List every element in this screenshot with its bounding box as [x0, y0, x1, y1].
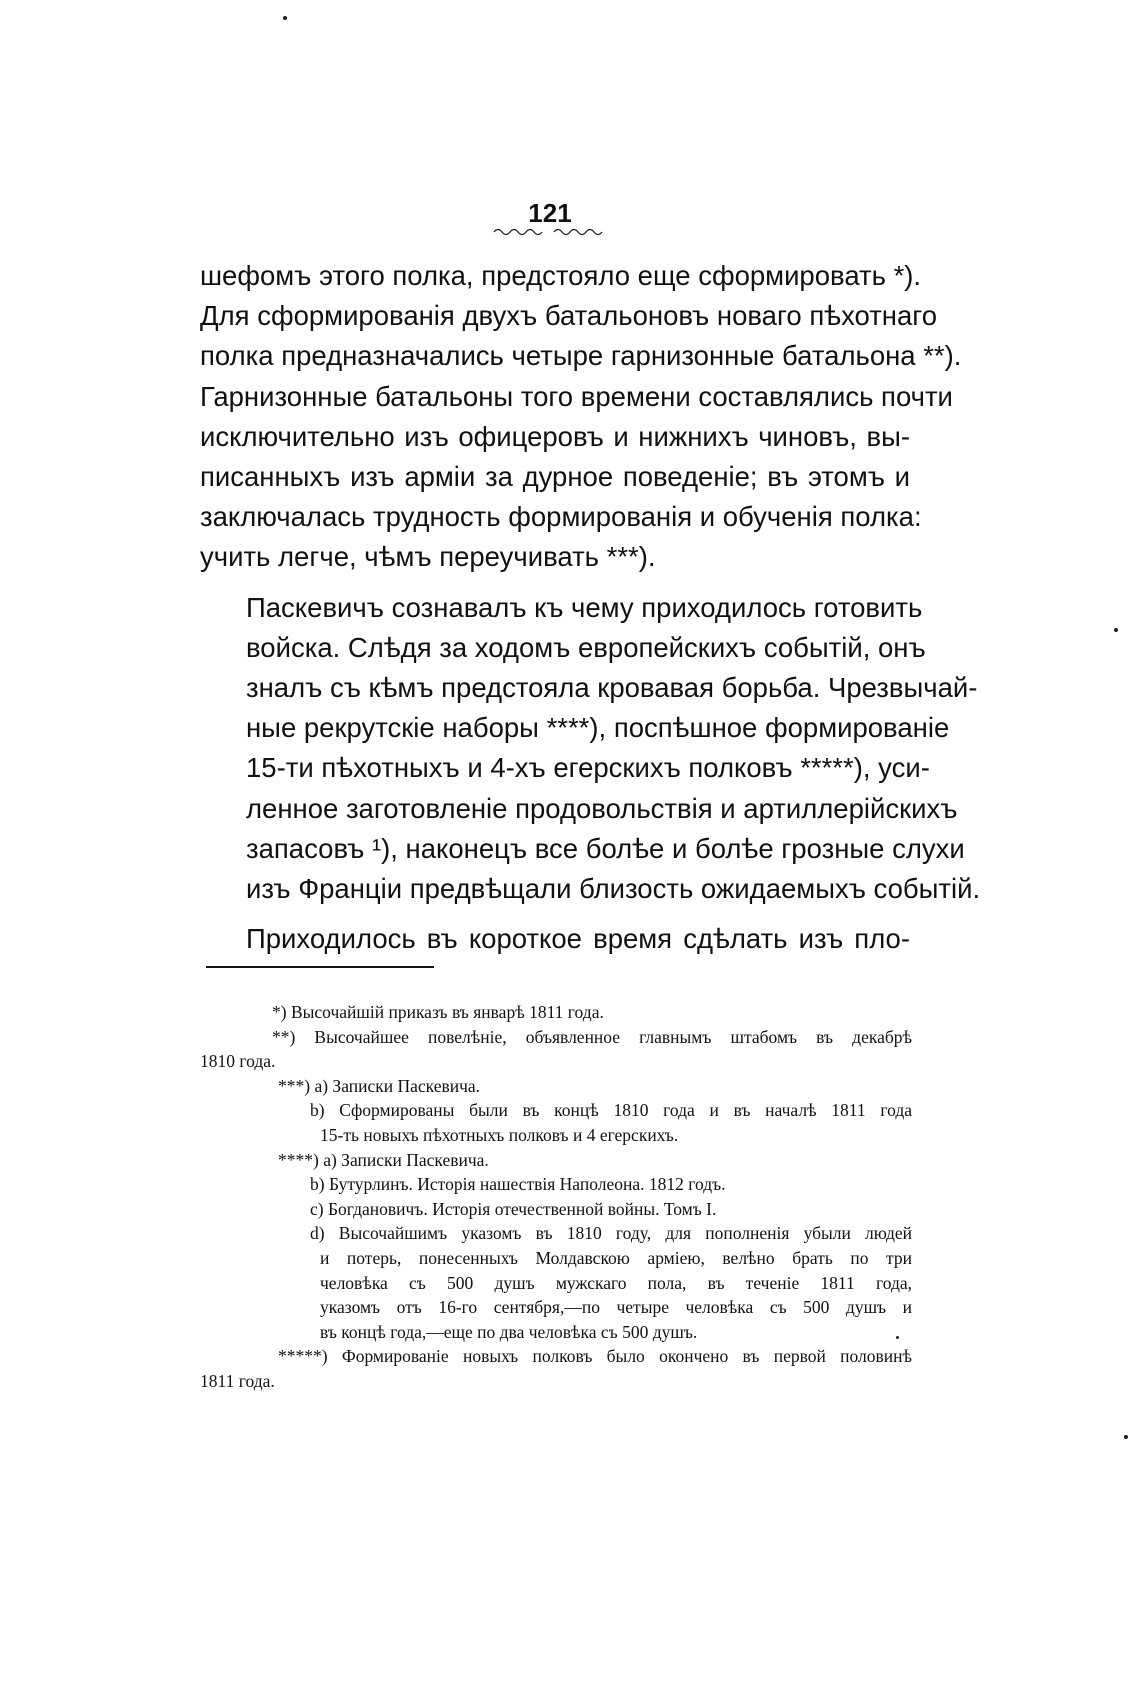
text-line: ленное заготовленіе продовольствія и артиллерійскихъ [246, 792, 958, 824]
text-line: писанныхъ изъ арміи за дурное поведеніе; въ этомъ и [200, 461, 910, 493]
text-line: Для сформированія двухъ батальоновъ новаго пѣхотнаго [200, 300, 937, 332]
footnote-line: c) Богдановичъ. Исторія отечественной войны. Томъ I. [310, 1198, 717, 1219]
footnote-line: **) Высочайшее повелѣніе, объявленное главнымъ штабомъ въ декабрѣ [272, 1026, 912, 1047]
footnote-line: *****) Формированіе новыхъ полковъ было окончено въ первой половинѣ [278, 1346, 912, 1367]
footnote-line: ****) a) Записки Паскевича. [278, 1149, 489, 1170]
footnote-line: 1810 года. [200, 1051, 276, 1072]
text-line: Паскевичъ сознавалъ къ чему приходилось готовить [246, 591, 923, 623]
footnote-line: b) Сформированы были въ концѣ 1810 года и въ началѣ 1811 года [310, 1100, 912, 1121]
paragraph-3 [200, 919, 910, 959]
paragraph-1 [200, 256, 962, 578]
footnote-line: и потерь, понесенныхъ Молдавскою арміею, велѣно брать по три [320, 1247, 912, 1268]
text-line: Гарнизонные батальоны того времени составлялись почти [200, 380, 953, 412]
footnote-line: 15-ть новыхъ пѣхотныхъ полковъ и 4 егерскихъ. [320, 1124, 679, 1145]
footnote-line: ***) a) Записки Паскевича. [278, 1075, 481, 1096]
footnote-separator [206, 966, 434, 968]
text-line: запасовъ ¹), наконецъ все болѣе и болѣе грозные слухи [246, 832, 965, 864]
text-line: 15-ти пѣхотныхъ и 4-хъ егерскихъ полковъ *****), уси- [246, 752, 930, 784]
print-speck [283, 16, 287, 20]
paragraph-2 [200, 588, 981, 910]
text-line: войска. Слѣдя за ходомъ европейскихъ событій, онъ [246, 631, 926, 663]
footnotes [200, 1000, 912, 1394]
print-speck [1124, 1435, 1128, 1439]
text-line: шефомъ этого полка, предстояло еще сформировать *). [200, 260, 922, 291]
footnote-line: b) Бутурлинъ. Исторія нашествія Наполеона. 1812 годъ. [310, 1174, 726, 1195]
footnote-line: указомъ отъ 16-го сентября,—по четыре человѣка съ 500 душъ и [320, 1297, 912, 1318]
text-line: Приходилось въ короткое время сдѣлать изъ пло- [246, 923, 910, 955]
text-line: ные рекрутскіе наборы ****), поспѣшное формированіе [246, 712, 950, 744]
footnote-line: *) Высочайшій приказъ въ январѣ 1811 года. [272, 1002, 604, 1022]
text-line: исключительно изъ офицеровъ и нижнихъ чиновъ, вы- [200, 420, 910, 452]
text-line: заключалась трудность формированія и обученія полка: [200, 501, 922, 533]
body-text [200, 256, 981, 959]
page-number: 121 [528, 198, 572, 228]
footnote-line: человѣка съ 500 душъ мужскаго пола, въ теченіе 1811 года, [320, 1272, 912, 1293]
wavy-rule-ornament [492, 226, 612, 238]
text-line: учить легче, чѣмъ переучивать ***). [200, 541, 656, 573]
text-line: изъ Франціи предвѣщали близость ожидаемыхъ событій. [246, 873, 981, 905]
text-line: зналъ съ кѣмъ предстояла кровавая борьба. Чрезвычай- [246, 672, 978, 704]
footnote-line: d) Высочайшимъ указомъ въ 1810 году, для пополненія убыли людей [310, 1223, 912, 1244]
footnote-line: въ концѣ года,—еще по два человѣка съ 500 душъ. [320, 1321, 698, 1342]
text-line: полка предназначались четыре гарнизонные батальона **). [200, 340, 962, 372]
print-speck [1114, 628, 1118, 632]
footnote-line: 1811 года. [200, 1370, 275, 1391]
